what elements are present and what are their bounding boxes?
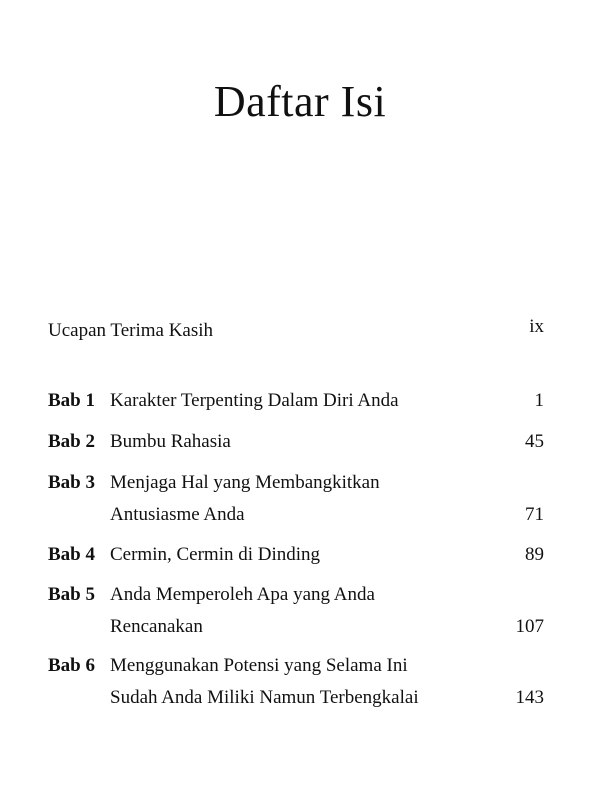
chapter-3-title-line-1: Menjaga Hal yang Membangkitkan <box>110 472 380 493</box>
chapter-3-title-line-2: Antusiasme Anda <box>110 504 245 525</box>
chapter-3-label: Bab 3 <box>48 472 95 493</box>
chapter-6-title-line-2: Sudah Anda Miliki Namun Terbengkalai <box>110 687 419 708</box>
page-title: Daftar Isi <box>213 77 387 126</box>
toc-entry-front-page: ix <box>529 316 544 337</box>
chapter-1-page: 1 <box>534 390 544 411</box>
chapter-1-title: Karakter Terpenting Dalam Diri Anda <box>110 390 399 411</box>
chapter-2-title: Bumbu Rahasia <box>110 431 231 452</box>
chapter-5-label: Bab 5 <box>48 584 95 605</box>
chapter-4-label: Bab 4 <box>48 544 95 565</box>
chapter-4-title: Cermin, Cermin di Dinding <box>110 544 321 565</box>
chapter-3-page: 71 <box>525 504 544 525</box>
toc-entry-front-title: Ucapan Terima Kasih <box>48 320 214 341</box>
chapter-5-title-line-2: Rencanakan <box>110 616 203 637</box>
chapter-2-label: Bab 2 <box>48 431 95 452</box>
chapter-6-title-line-1: Menggunakan Potensi yang Selama Ini <box>110 655 408 676</box>
chapter-6-label: Bab 6 <box>48 655 95 676</box>
chapter-2-page: 45 <box>525 431 544 452</box>
chapter-4-page: 89 <box>525 544 544 565</box>
chapter-5-page: 107 <box>515 616 544 637</box>
chapter-5-title-line-1: Anda Memperoleh Apa yang Anda <box>110 584 375 605</box>
chapter-6-page: 143 <box>515 687 544 708</box>
chapter-1-label: Bab 1 <box>48 390 95 411</box>
